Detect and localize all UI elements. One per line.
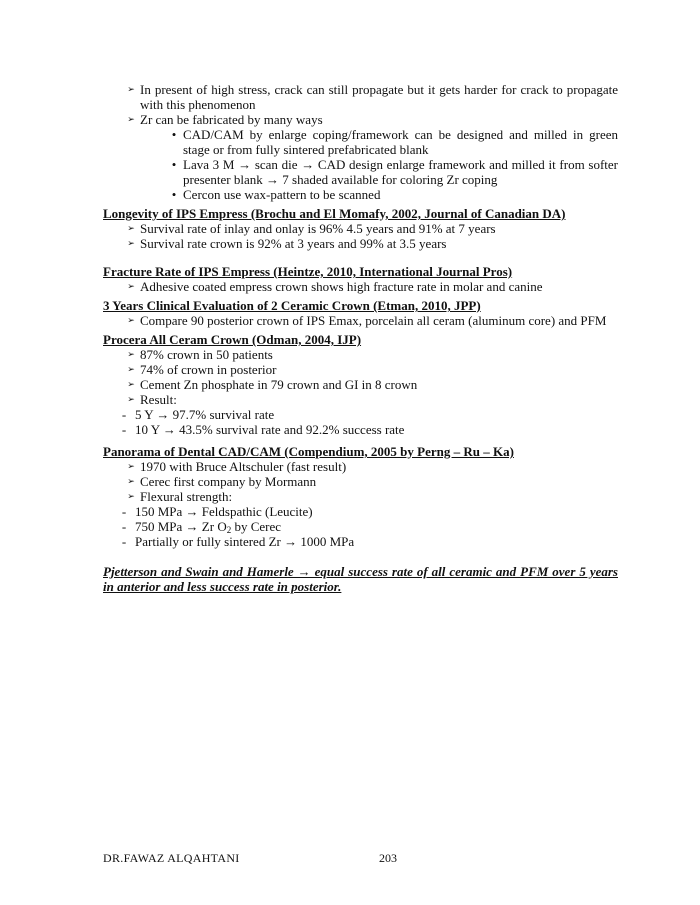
dash-bullet-icon: - <box>121 534 127 549</box>
list-item: ➢ Survival rate of inlay and onlay is 96% 4.5 years and 91% at 7 years <box>103 221 618 236</box>
conclusion-paragraph: Pjetterson and Swain and Hamerle → equal success rate of all ceramic and PFM over 5 years in anterior and less success rate in posterior. <box>103 564 618 594</box>
arrow-bullet-icon: ➢ <box>127 461 135 471</box>
dot-bullet-icon: • <box>171 127 177 142</box>
arrow-bullet-icon: ➢ <box>127 114 135 124</box>
list-item: ➢ Flexural strength: <box>103 489 618 504</box>
arrow-bullet-icon: ➢ <box>127 223 135 233</box>
dash-list-item: - Partially or fully sintered Zr → 1000 MPa <box>103 534 618 549</box>
dot-bullet-icon: • <box>171 187 177 202</box>
list-item: ➢ Survival rate crown is 92% at 3 years and 99% at 3.5 years <box>103 236 618 251</box>
section-heading-panorama: Panorama of Dental CAD/CAM (Compendium, 2005 by Perng – Ru – Ka) <box>103 444 514 459</box>
list-item: ➢ Result: <box>103 392 618 407</box>
zr-o2-text: 750 MPa → Zr $O_2$ by Cerec <box>135 519 282 535</box>
list-item: ➢ Cement Zn phosphate in 79 crown and GI in 8 crown <box>103 377 618 392</box>
section-heading-longevity: Longevity of IPS Empress (Brochu and El Momafy, 2002, Journal of Canadian DA) <box>103 206 566 221</box>
section-heading-procera: Procera All Ceram Crown (Odman, 2004, IJP) <box>103 332 362 347</box>
list-item: ➢ In present of high stress, crack can still propagate but it gets harder for crack to propagate with this phenomenon <box>103 82 618 112</box>
spacer <box>103 437 618 440</box>
arrow-bullet-icon: ➢ <box>127 315 135 325</box>
list-item: ➢ Cerec first company by Mormann <box>103 474 618 489</box>
list-item: ➢ 74% of crown in posterior <box>103 362 618 377</box>
arrow-bullet-icon: ➢ <box>127 84 135 94</box>
dash-bullet-icon: - <box>121 519 127 534</box>
arrow-bullet-icon: ➢ <box>127 379 135 389</box>
sub-list-item: • CAD/CAM by enlarge coping/framework can be designed and milled in green stage or from fully sintered prefabricated blank <box>103 127 618 157</box>
list-item: ➢ 87% crown in 50 patients <box>103 347 618 362</box>
dash-list-item: - 150 MPa → Feldspathic (Leucite) <box>103 504 618 519</box>
dot-bullet-icon: • <box>171 157 177 172</box>
page-number: 203 <box>379 851 397 865</box>
dash-bullet-icon: - <box>121 422 127 437</box>
dash-list-item: - 10 Y → 43.5% survival rate and 92.2% success rate <box>103 422 618 437</box>
arrow-bullet-icon: ➢ <box>127 476 135 486</box>
sub-list-item: • Cercon use wax-pattern to be scanned <box>103 187 618 202</box>
spacer <box>103 251 618 260</box>
arrow-bullet-icon: ➢ <box>127 349 135 359</box>
sub-list-item: • Lava 3 M → scan die → CAD design enlarge framework and milled it from softer presenter blank → 7 shaded available for coloring Zr coping <box>103 157 618 187</box>
list-item: ➢ Adhesive coated empress crown shows high fracture rate in molar and canine <box>103 279 618 294</box>
arrow-bullet-icon: ➢ <box>127 238 135 248</box>
section-heading-fracture: Fracture Rate of IPS Empress (Heintze, 2010, International Journal Pros) <box>103 264 513 279</box>
section-heading-clinical: 3 Years Clinical Evaluation of 2 Ceramic Crown (Etman, 2010, JPP) <box>103 298 481 313</box>
list-item: ➢ Zr can be fabricated by many ways <box>103 112 618 127</box>
arrow-bullet-icon: ➢ <box>127 364 135 374</box>
dash-bullet-icon: - <box>121 504 127 519</box>
dash-list-item: - 5 Y → 97.7% survival rate <box>103 407 618 422</box>
list-item: ➢ 1970 with Bruce Altschuler (fast result) <box>103 459 618 474</box>
page-content <box>103 82 618 594</box>
footer-author: DR.FAWAZ ALQAHTANI <box>103 851 240 865</box>
list-item: ➢ Compare 90 posterior crown of IPS Emax, porcelain all ceram (aluminum core) and PFM <box>103 313 618 328</box>
page-footer <box>103 851 618 867</box>
arrow-bullet-icon: ➢ <box>127 491 135 501</box>
dash-list-item <box>103 519 618 534</box>
arrow-bullet-icon: ➢ <box>127 281 135 291</box>
dash-bullet-icon: - <box>121 407 127 422</box>
spacer <box>103 549 618 558</box>
arrow-bullet-icon: ➢ <box>127 394 135 404</box>
